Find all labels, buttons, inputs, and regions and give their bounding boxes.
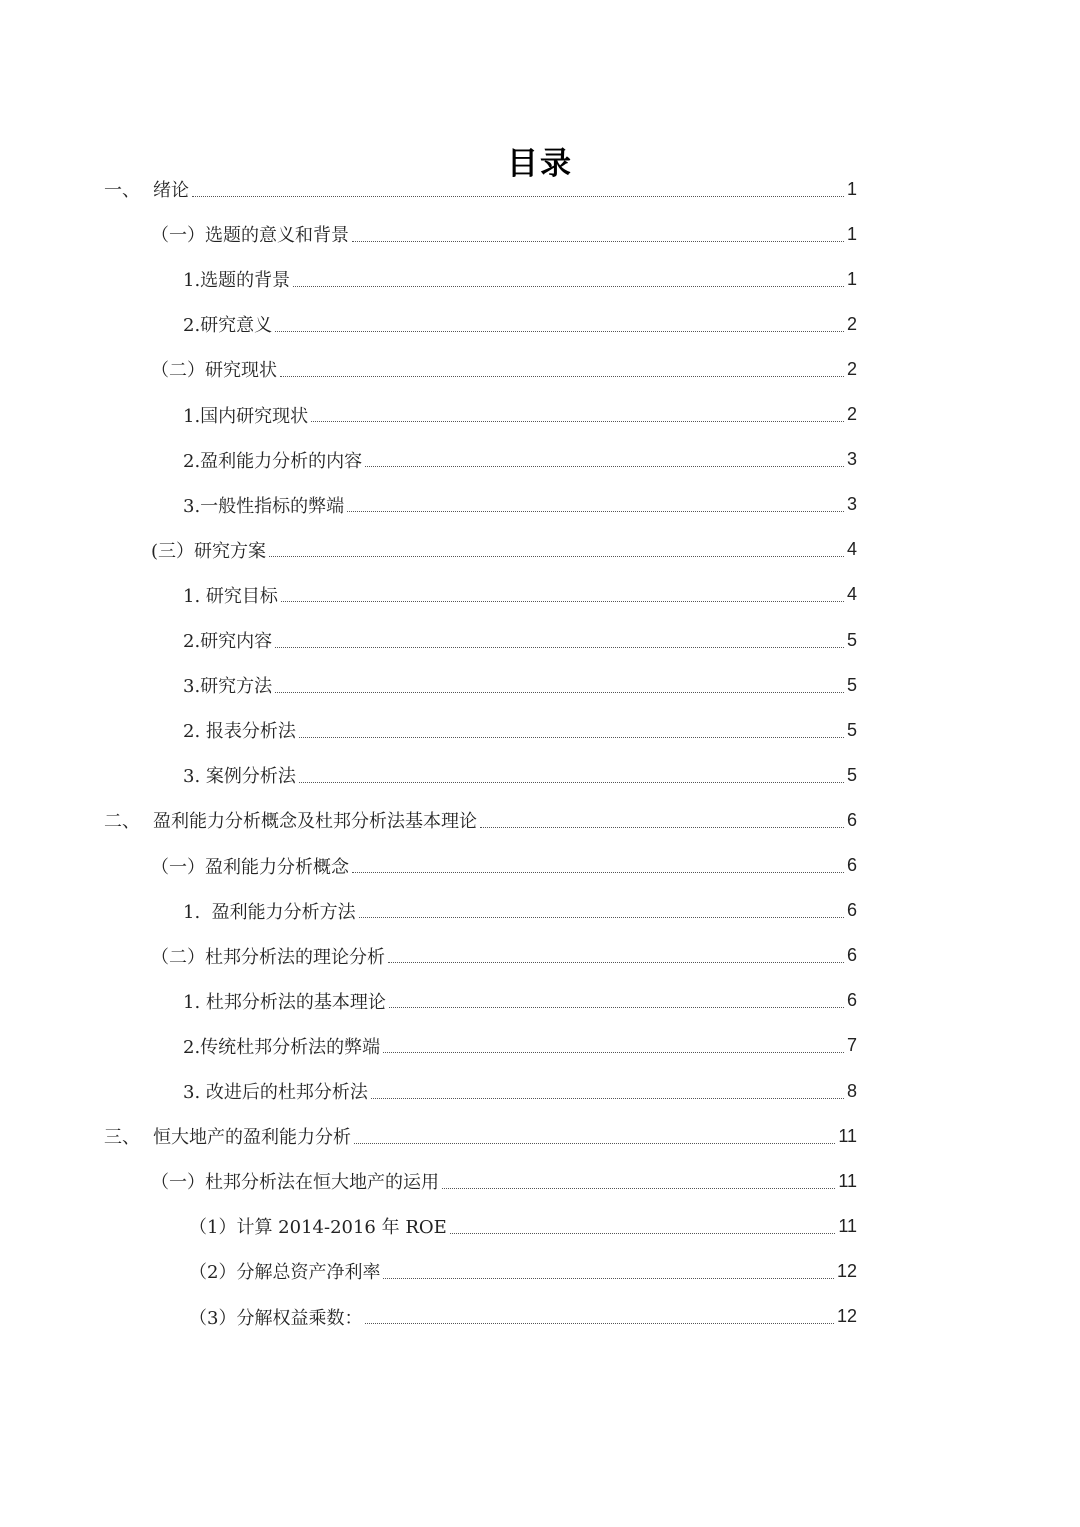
toc-entry-text: 3.一般性指标的弊端 [183,495,345,517]
toc-entry-page-number: 6 [846,945,857,966]
toc-entry[interactable] [183,897,857,925]
toc-entry-number: 二、 [104,811,140,833]
toc-entry-page-number: 1 [846,268,857,289]
toc-entry-text: 1.国内研究现状 [183,405,309,427]
toc-entry-page-number: 2 [846,358,857,379]
toc-entry[interactable] [151,852,857,880]
toc-entry-page-number: 6 [846,855,857,875]
toc-entry-page-number: 5 [846,719,857,740]
dot-leader [480,827,844,828]
toc-entry[interactable] [189,1212,857,1240]
dot-leader [389,1007,844,1008]
toc-entry[interactable] [183,581,857,609]
toc-entry[interactable] [183,987,857,1015]
dot-leader [275,331,844,332]
toc-entry-page-number: 2 [846,404,857,424]
toc-entry[interactable] [151,536,857,564]
toc-entry-number: 一、 [104,180,140,201]
toc-entry-page-number: 5 [846,629,857,650]
toc-entry-page-number: 4 [846,539,857,560]
toc-entry-text: （一）选题的意义和背景 [151,225,349,247]
toc-entry-text: 绪论 [153,180,189,201]
toc-entry-text: 3.研究方法 [183,676,273,698]
toc-entry-page-number: 11 [838,1215,857,1236]
dot-leader [359,917,844,918]
toc-entry[interactable] [183,626,857,654]
toc-entry-page-number: 3 [846,494,857,515]
toc-entry-number: 三、 [104,1127,140,1149]
toc-entry-page-number: 12 [836,1306,857,1326]
dot-leader [275,647,844,648]
toc-entry[interactable] [104,806,857,834]
dot-leader [352,872,844,873]
toc-entry-text: （一）杜邦分析法在恒大地产的运用 [151,1172,439,1194]
toc-entry-page-number: 11 [838,1170,857,1191]
dot-leader [450,1233,836,1234]
toc-entry[interactable] [183,491,857,519]
toc-entry[interactable] [151,1167,857,1195]
toc-entry-page-number: 4 [846,584,857,605]
dot-leader [192,196,844,197]
dot-leader [354,1143,835,1144]
toc-entry-text: 恒大地产的盈利能力分析 [153,1127,351,1149]
toc-entry[interactable] [183,310,857,338]
toc-entry-page-number: 1 [846,178,857,199]
toc-entry[interactable] [183,446,857,474]
toc-entry-text: （二）研究现状 [151,360,277,382]
toc-entry[interactable] [151,220,857,248]
dot-leader [293,286,844,287]
dot-leader [347,511,844,512]
toc-entry-page-number: 6 [846,809,857,830]
toc-entry[interactable] [183,716,857,744]
dot-leader [365,1323,834,1324]
dot-leader [299,737,844,738]
toc-entry[interactable] [183,1077,857,1105]
toc-entry-text: 2. 报表分析法 [183,721,296,743]
toc-entry-text: 盈利能力分析概念及杜邦分析法基本理论 [153,811,477,833]
toc-entry-page-number: 2 [846,313,857,334]
toc-entry[interactable] [183,265,857,293]
toc-entry-text: 2.传统杜邦分析法的弊端 [183,1036,381,1058]
toc-entry[interactable] [183,671,857,699]
dot-leader [269,556,844,557]
dot-leader [299,782,844,783]
dot-leader [280,376,844,377]
toc-entry[interactable] [189,1303,857,1331]
toc-entry-text: （1）计算 2014-2016 年 ROE [189,1217,447,1239]
dot-leader [388,962,844,963]
toc-title: 目录 [507,146,573,182]
toc-entry-text: (三）研究方案 [151,540,267,562]
toc-entry-page-number: 12 [836,1260,857,1281]
toc-entry-page-number: 7 [846,1035,857,1056]
dot-leader [383,1052,844,1053]
toc-entry-page-number: 8 [846,1080,857,1101]
toc-entry-text: 3. 案例分析法 [183,766,296,788]
toc-entry-text: （2）分解总资产净利率 [189,1262,381,1284]
toc-entry-text: （二）杜邦分析法的理论分析 [151,946,385,968]
dot-leader [442,1188,835,1189]
dot-leader [352,241,844,242]
toc-entry[interactable] [151,942,857,970]
toc-entry-text: （一）盈利能力分析概念 [151,856,349,878]
toc-entry[interactable] [189,1257,857,1285]
dot-leader [371,1098,844,1099]
toc-entry-text: （3）分解权益乘数： [189,1307,363,1329]
dot-leader [311,421,844,422]
toc-entry-page-number: 1 [846,223,857,244]
toc-entry-page-number: 5 [846,764,857,785]
toc-entry[interactable] [151,355,857,383]
toc-entry-text: 2.研究内容 [183,631,273,652]
toc-entry[interactable] [104,175,857,203]
toc-entry-page-number: 11 [838,1125,857,1146]
toc-entry-text: 1.选题的背景 [183,270,291,292]
dot-leader [275,692,844,693]
dot-leader [383,1278,834,1279]
toc-entry-page-number: 3 [846,449,857,470]
toc-entry-text: 1. 盈利能力分析方法 [183,901,356,923]
dot-leader [365,466,844,467]
toc-entry[interactable] [183,761,857,789]
toc-entry-page-number: 6 [846,990,857,1011]
toc-entry-page-number: 6 [846,900,857,921]
toc-entry-page-number: 5 [846,674,857,695]
toc-entry-text: 2.盈利能力分析的内容 [183,450,363,472]
toc-entry-text: 3. 改进后的杜邦分析法 [183,1082,368,1103]
toc-entry[interactable] [183,1032,857,1060]
dot-leader [281,601,844,602]
toc-entry-text: 1. 杜邦分析法的基本理论 [183,991,386,1013]
toc-entry-text: 2.研究意义 [183,315,273,337]
toc-entry[interactable] [104,1122,857,1150]
toc-entry-text: 1. 研究目标 [183,585,278,607]
toc-entry[interactable] [183,401,857,429]
